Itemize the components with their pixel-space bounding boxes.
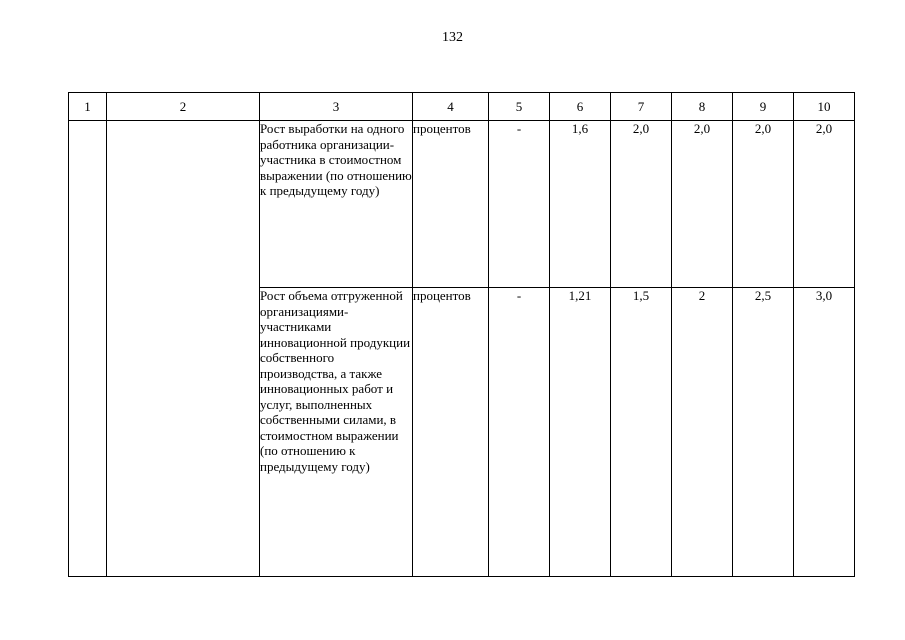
column-header-5: 5 xyxy=(489,93,550,121)
column-header-1: 1 xyxy=(69,93,107,121)
value-cell-9: 2,0 xyxy=(733,121,794,288)
table-row xyxy=(69,121,855,288)
value-cell-10: 3,0 xyxy=(794,288,855,577)
column-header-4: 4 xyxy=(413,93,489,121)
indicator-name-cell: Рост объема отгруженной организациями-участниками инновационной продукции собственного производства, а также инновационных работ и услуг, выполненных собственными силами, в стоимостном выражении (по отношению к предыдущему году) xyxy=(260,288,413,577)
indicator-table xyxy=(68,92,855,577)
value-cell-8: 2 xyxy=(672,288,733,577)
column-header-2: 2 xyxy=(107,93,260,121)
program-name-cell xyxy=(107,121,260,577)
unit-cell: процентов xyxy=(413,121,489,288)
row-number-cell xyxy=(69,121,107,577)
page-number: 132 xyxy=(442,30,463,45)
value-cell-7: 1,5 xyxy=(611,288,672,577)
column-header-3: 3 xyxy=(260,93,413,121)
column-header-8: 8 xyxy=(672,93,733,121)
value-cell-9: 2,5 xyxy=(733,288,794,577)
unit-cell: процентов xyxy=(413,288,489,577)
value-cell-8: 2,0 xyxy=(672,121,733,288)
value-cell-6: 1,6 xyxy=(550,121,611,288)
value-cell-10: 2,0 xyxy=(794,121,855,288)
value-cell-5: - xyxy=(489,121,550,288)
value-cell-7: 2,0 xyxy=(611,121,672,288)
column-header-9: 9 xyxy=(733,93,794,121)
header-row xyxy=(69,93,855,121)
indicator-name-cell: Рост выработки на одного работника организации-участника в стоимостном выражении (по отношению к предыдущему году) xyxy=(260,121,413,288)
value-cell-6: 1,21 xyxy=(550,288,611,577)
column-header-10: 10 xyxy=(794,93,855,121)
column-header-7: 7 xyxy=(611,93,672,121)
value-cell-5: - xyxy=(489,288,550,577)
column-header-6: 6 xyxy=(550,93,611,121)
